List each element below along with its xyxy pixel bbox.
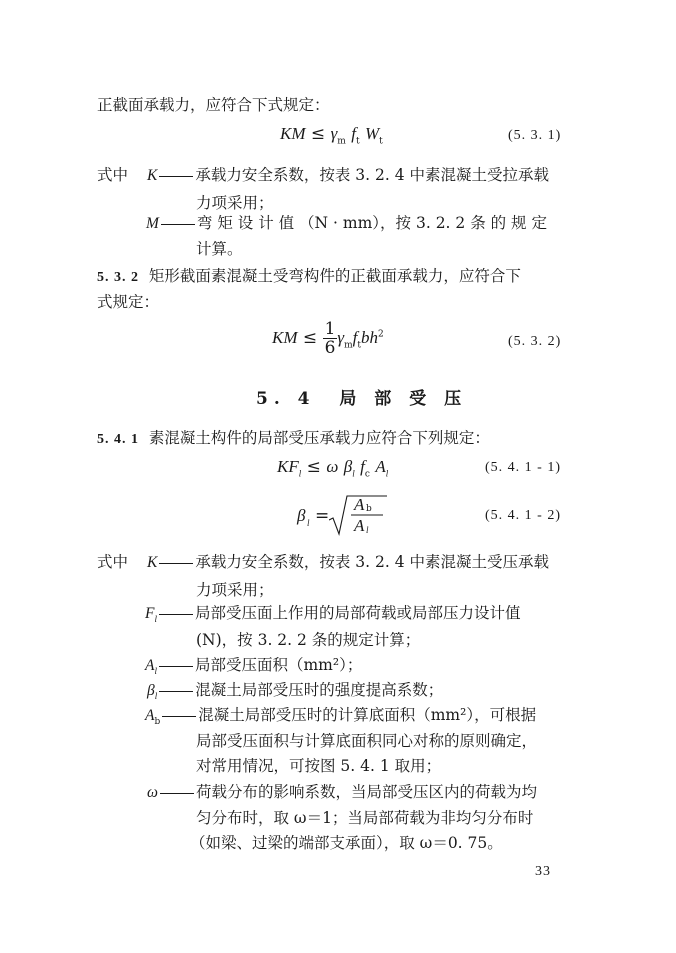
eq-lhs: β bbox=[297, 506, 306, 525]
definition-line: 承载力安全系数，按表 3. 2. 4 中素混凝土受拉承载 bbox=[195, 166, 549, 184]
equation-5-3-1 bbox=[280, 124, 383, 146]
eq-sub: l bbox=[352, 468, 355, 479]
symbol-sub: l bbox=[154, 614, 157, 625]
where-prefix: 式中 bbox=[97, 553, 129, 571]
symbol: K bbox=[147, 554, 158, 571]
em-dash bbox=[159, 691, 193, 692]
equation-5-4-1-1 bbox=[277, 457, 388, 479]
eq-sub: m bbox=[337, 136, 346, 147]
definition-line: 弯 矩 设 计 值 （N · mm），按 3. 2. 2 条 的 规 定 bbox=[196, 214, 547, 232]
where-item-K bbox=[147, 550, 549, 572]
eq-sub: m bbox=[344, 340, 353, 351]
em-dash bbox=[162, 716, 196, 717]
definition-line: 力项采用； bbox=[196, 194, 274, 212]
equation-number: (5. 4. 1 - 2) bbox=[485, 508, 561, 523]
definition-line: 荷载分布的影响系数，当局部受压区内的荷载为均 bbox=[195, 783, 537, 801]
symbol: ω bbox=[147, 784, 158, 801]
symbol-sub: l bbox=[154, 666, 157, 677]
definition-line: 局部受压面上作用的局部荷载或局部压力设计值 bbox=[194, 604, 521, 622]
clause-text: 矩形截面素混凝土受弯构件的正截面承载力，应符合下 bbox=[148, 267, 521, 285]
where-prefix: 式中 bbox=[97, 166, 129, 184]
section-number: 5. 4 bbox=[256, 389, 316, 409]
definition-line: 混凝土局部受压时的强度提高系数； bbox=[195, 681, 444, 699]
eq-gamma: γ bbox=[330, 124, 338, 143]
definition-line: 对常用情况，可按图 5. 4. 1 取用； bbox=[196, 757, 442, 775]
where-item-omega bbox=[147, 780, 537, 802]
denominator: 6 bbox=[324, 338, 336, 358]
eq-op: ≤ bbox=[306, 457, 321, 477]
clause-5-3-2 bbox=[97, 264, 521, 286]
eq-sub: l bbox=[366, 525, 369, 535]
section-heading bbox=[256, 384, 467, 409]
em-dash bbox=[159, 176, 193, 177]
eq-bh: bh bbox=[361, 328, 378, 347]
eq-sub: l bbox=[307, 518, 310, 528]
eq-lhs: KM bbox=[280, 124, 306, 143]
definition-line: 承载力安全系数，按表 3. 2. 4 中素混凝土受压承载 bbox=[195, 553, 549, 571]
symbol-sub: b bbox=[154, 717, 161, 728]
clause-number: 5. 3. 2 bbox=[97, 270, 139, 285]
symbol: F bbox=[145, 605, 155, 622]
eq-sub: t bbox=[379, 136, 383, 147]
eq-op: ≤ bbox=[302, 328, 318, 348]
equation-number: (5. 4. 1 - 1) bbox=[485, 460, 561, 475]
eq-omega: ω bbox=[326, 457, 339, 476]
equation-number: (5. 3. 1) bbox=[508, 128, 562, 143]
definition-line: （如梁、过梁的端部支承面），取 ω＝0. 75。 bbox=[190, 834, 503, 852]
definition-line: 混凝土局部受压时的计算底面积（mm²），可根据 bbox=[198, 706, 537, 724]
eq-W: W bbox=[364, 124, 380, 143]
eq-gamma: γ bbox=[337, 328, 345, 347]
equation-5-3-2 bbox=[272, 320, 384, 357]
section-title: 局 部 受 压 bbox=[339, 389, 468, 409]
where-item-F bbox=[145, 601, 521, 624]
eq-sub: t bbox=[357, 340, 361, 351]
clause-5-4-1 bbox=[97, 426, 490, 448]
definition-line: 计算。 bbox=[196, 240, 243, 258]
em-dash bbox=[160, 793, 194, 794]
fraction-denominator: A bbox=[354, 516, 365, 535]
eq-lhs: KM bbox=[272, 328, 298, 347]
eq-op: ≤ bbox=[310, 124, 326, 144]
symbol: A bbox=[145, 657, 155, 674]
em-dash bbox=[159, 614, 193, 615]
where-item-M bbox=[146, 211, 547, 233]
eq-f: f bbox=[360, 457, 365, 476]
clause-text: 式规定： bbox=[97, 293, 160, 311]
definition-line: 力项采用； bbox=[196, 581, 274, 599]
eq-beta: β bbox=[343, 457, 353, 476]
where-item-K bbox=[147, 163, 549, 185]
em-dash bbox=[159, 563, 193, 564]
em-dash bbox=[159, 666, 193, 667]
clause-number: 5. 4. 1 bbox=[97, 432, 139, 447]
definition-line: 匀分布时，取 ω＝1；当局部荷载为非均匀分布时 bbox=[196, 809, 534, 827]
symbol: β bbox=[147, 682, 155, 699]
clause-text: 素混凝土构件的局部受压承载力应符合下列规定： bbox=[148, 429, 490, 447]
definition-line: 局部受压面积与计算底面积同心对称的原则确定， bbox=[196, 732, 538, 750]
numerator: 1 bbox=[324, 319, 336, 339]
eq-f: f bbox=[352, 328, 358, 347]
eq-A: A bbox=[375, 457, 386, 476]
definition-line: (N)，按 3. 2. 2 条的规定计算； bbox=[196, 631, 421, 649]
where-item-beta bbox=[147, 678, 443, 701]
where-item-Ab bbox=[145, 703, 536, 727]
fraction-numerator: A bbox=[354, 495, 365, 514]
intro-paragraph: 正截面承载力，应符合下式规定： bbox=[97, 96, 330, 114]
eq-sub: l bbox=[298, 468, 302, 479]
em-dash bbox=[161, 224, 195, 225]
eq-sub: b bbox=[366, 504, 372, 514]
definition-line: 局部受压面积（mm²）； bbox=[194, 656, 363, 674]
symbol: M bbox=[146, 215, 159, 232]
eq-sub: l bbox=[385, 468, 389, 479]
eq-op: = bbox=[315, 506, 330, 526]
symbol: K bbox=[147, 167, 158, 184]
eq-lhs: KF bbox=[277, 457, 299, 476]
eq-sub: c bbox=[364, 469, 370, 480]
eq-exp: 2 bbox=[378, 329, 384, 340]
symbol: A bbox=[145, 707, 155, 724]
eq-fraction bbox=[323, 320, 338, 357]
symbol-sub: l bbox=[154, 691, 158, 702]
eq-sub: t bbox=[355, 136, 360, 147]
eq-f: f bbox=[351, 124, 356, 143]
equation-number: (5. 3. 2) bbox=[508, 334, 562, 349]
page-number: 33 bbox=[535, 864, 551, 879]
where-item-A bbox=[145, 653, 362, 676]
